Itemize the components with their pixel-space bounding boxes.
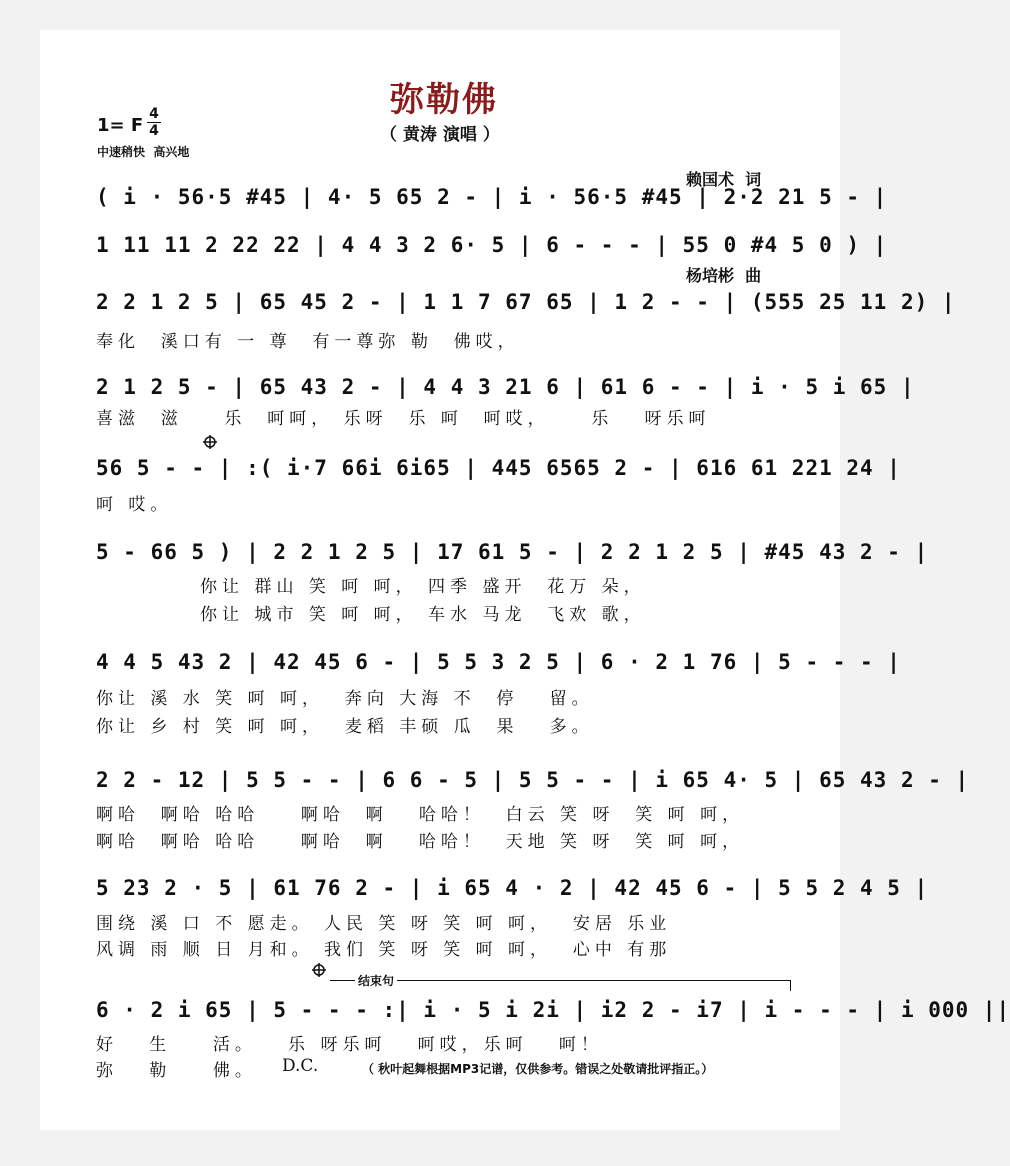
dc-marking: D.C.: [282, 1056, 319, 1076]
notation-line-10: 6 · 2 i 65 | 5 - - - :| i · 5 i 2i | i2 2 - i7 | i - - - | i 000 ||: [96, 998, 1010, 1022]
tempo-marking: 中速稍快 高兴地: [97, 145, 190, 159]
notation-line-6: 5 - 66 5 ) | 2 2 1 2 5 | 17 61 5 - | 2 2 1 2 5 | #45 43 2 - |: [96, 540, 929, 564]
lyric-line-9a: 围绕 溪 口 不 愿走。 人民 笑 呀 笑 呵 呵， 安居 乐业: [96, 914, 672, 934]
time-sig-bottom: 4: [149, 123, 159, 139]
lyric-line-8a: 啊哈 啊哈 哈哈 啊哈 啊 哈哈！ 白云 笑 呀 笑 呵 呵，: [96, 805, 745, 825]
ending-bracket: [330, 980, 791, 991]
notation-line-3: 2 2 1 2 5 | 65 45 2 - | 1 1 7 67 65 | 1 2 - - | (555 25 11 2) |: [96, 290, 956, 314]
lyric-line-10b: 弥 勒 佛。: [96, 1061, 257, 1081]
coda-icon: [203, 435, 217, 449]
lyric-line-9b: 风调 雨 顺 日 月和。 我们 笑 呀 笑 呵 呵， 心中 有那: [96, 940, 672, 960]
lyric-line-7a: 你让 溪 水 笑 呵 呵， 奔向 大海 不 停 留。: [96, 689, 594, 709]
key-signature: 1= F: [97, 115, 144, 136]
lyric-line-6a: 你让 群山 笑 呵 呵， 四季 盛开 花万 朵，: [96, 577, 646, 597]
notation-line-8: 2 2 - 12 | 5 5 - - | 6 6 - 5 | 5 5 - - | i 65 4· 5 | 65 43 2 - |: [96, 768, 970, 792]
lyric-line-3: 奉化 溪口有 一 尊 有一尊弥 勒 佛哎，: [96, 332, 520, 352]
composer-credit: 杨培彬 曲: [686, 266, 762, 285]
lyricist-credit: 赖国术 词: [686, 170, 762, 189]
singer-credit: （ 黄涛 演唱 ）: [380, 125, 500, 145]
lyric-line-4: 喜滋 滋 乐 呵呵， 乐呀 乐 呵 呵哎， 乐 呀乐呵: [96, 409, 711, 429]
lyric-line-5: 呵 哎。: [96, 495, 173, 515]
lyric-line-10a: 好 生 活。 乐 呀乐呵 呵哎，乐呵 呵！: [96, 1035, 603, 1055]
notation-line-1: ( i · 56·5 #45 | 4· 5 65 2 - | i · 56·5 #45 | 2·2 21 5 - |: [96, 185, 888, 209]
time-sig-top: 4: [149, 106, 159, 122]
notation-line-4: 2 1 2 5 - | 65 43 2 - | 4 4 3 21 6 | 61 6 - - | i · 5 i 65 |: [96, 375, 915, 399]
transcription-note: （ 秋叶起舞根据MP3记谱，仅供参考。错误之处敬请批评指正。）: [362, 1062, 714, 1076]
time-signature: [147, 106, 161, 139]
lyric-line-7b: 你让 乡 村 笑 呵 呵， 麦稻 丰硕 瓜 果 多。: [96, 717, 594, 737]
lyric-line-6b: 你让 城市 笑 呵 呵， 车水 马龙 飞欢 歌，: [96, 605, 646, 625]
song-title: 弥勒佛: [390, 80, 498, 120]
lyric-line-8b: 啊哈 啊哈 哈哈 啊哈 啊 哈哈！ 天地 笑 呀 笑 呵 呵，: [96, 832, 745, 852]
notation-line-5: 56 5 - - | :( i·7 66i 6i65 | 445 6565 2 - | 616 61 221 24 |: [96, 456, 901, 480]
notation-line-9: 5 23 2 · 5 | 61 76 2 - | i 65 4 · 2 | 42 45 6 - | 5 5 2 4 5 |: [96, 876, 929, 900]
notation-line-7: 4 4 5 43 2 | 42 45 6 - | 5 5 3 2 5 | 6 · 2 1 76 | 5 - - - |: [96, 650, 901, 674]
ending-section-label: 结束句: [355, 972, 397, 989]
coda-icon: [312, 963, 326, 977]
notation-line-2: 1 11 11 2 22 22 | 4 4 3 2 6· 5 | 6 - - - | 55 0 #4 5 0 ) |: [96, 233, 888, 257]
